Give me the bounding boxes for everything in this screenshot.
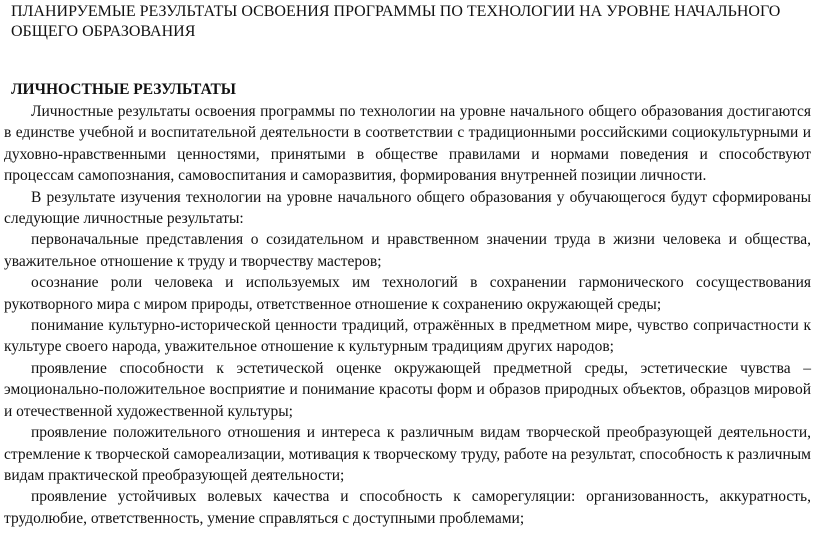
- paragraph-results-lead: В результате изучения технологии на уровне начального общего образования у обучающегося будут сформированы следующие личностные результаты:: [4, 188, 811, 228]
- paragraph-intro: Личностные результаты освоения программы по технологии на уровне начального общего образования достигаются в единстве учебной и воспитательной деятельности в соответствии с традиционными российскими социокультурными и духовно-нравственными ценностями, принятыми в обществе правилами и нормами поведения и способствуют процессам самопознания, самовоспитания и саморазвития, формирования внутренней позиции личности.: [4, 103, 811, 185]
- document-body: [4, 101, 811, 529]
- document-title: ПЛАНИРУЕМЫЕ РЕЗУЛЬТАТЫ ОСВОЕНИЯ ПРОГРАММЫ ПО ТЕХНОЛОГИИ НА УРОВНЕ НАЧАЛЬНОГО ОБЩЕГО ОБРАЗОВАНИЯ: [11, 3, 781, 40]
- paragraph-result-labor: первоначальные представления о созидательном и нравственном значении труда в жизни человека и общества, уважительное отношение к труду и творчеству мастеров;: [4, 231, 811, 270]
- paragraph-result-traditions: понимание культурно-исторической ценности традиций, отражённых в предметном мире, чувство сопричастности к культуре своего народа, уважительное отношение к культурным традициям других народов;: [4, 317, 811, 356]
- paragraph-result-self-regulation: проявление устойчивых волевых качества и способность к саморегуляции: организованность, аккуратность, трудолюбие, ответственность, умение справляться с доступными проблемами;: [4, 488, 811, 527]
- paragraph-result-creativity: проявление положительного отношения и интереса к различным видам творческой преобразующей деятельности, стремление к творческой самореализации, мотивация к творческому труду, работе на результат, способность к различным видам практической преобразующей деятельности;: [4, 424, 811, 484]
- section-heading-personal-results: ЛИЧНОСТНЫЕ РЕЗУЛЬТАТЫ: [11, 81, 237, 98]
- paragraph-result-aesthetics: проявление способности к эстетической оценке окружающей предметной среды, эстетические чувства – эмоционально-положительное восприятие и понимание красоты форм и образов природных объектов, образцов мировой и отечественной художественной культуры;: [4, 359, 811, 420]
- paragraph-result-environment: осознание роли человека и используемых им технологий в сохранении гармонического сосуществования рукотворного мира с миром природы, ответственное отношение к сохранению окружающей среды;: [4, 274, 811, 313]
